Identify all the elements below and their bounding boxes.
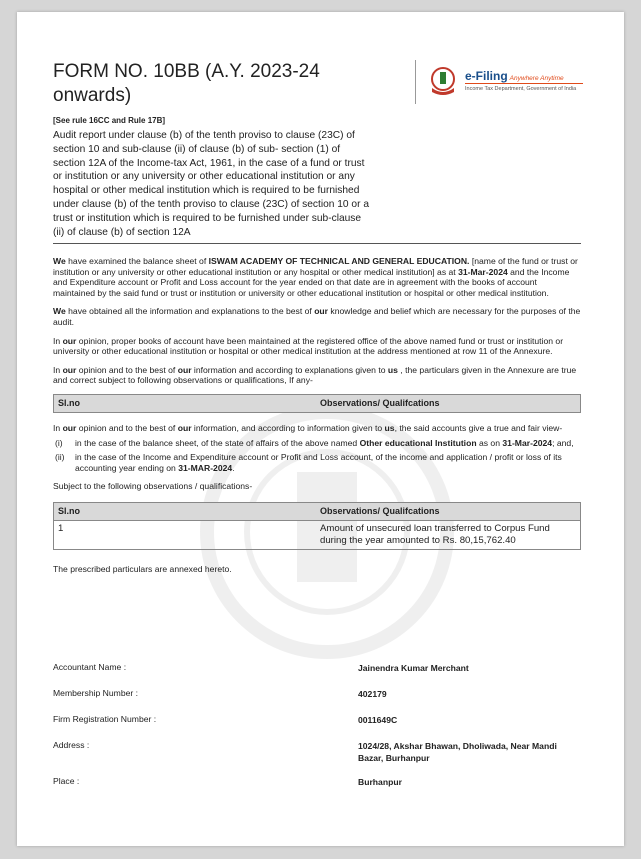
- text-span: have examined the balance sheet of: [65, 256, 209, 266]
- place-value: Burhanpur: [358, 777, 402, 787]
- accountant-label: Accountant Name :: [53, 662, 127, 672]
- row-observation: Amount of unsecured loan transferred to Corpus Fund during the year amounted to Rs. 80,15,762.40: [320, 522, 550, 547]
- logo-bar: [465, 83, 583, 84]
- firm-value: 0011649C: [358, 715, 398, 725]
- text-span: In: [53, 422, 63, 433]
- our-text: our: [177, 422, 192, 433]
- list-item: [53, 438, 581, 449]
- detail-row-accountant: [53, 662, 581, 688]
- detail-row-place: [53, 776, 581, 802]
- accountant-details: [53, 662, 581, 802]
- text-span: as on: [476, 437, 503, 448]
- efiling-logo: [425, 64, 595, 104]
- text-span: have obtained all the information and explanations to the best of: [65, 306, 315, 317]
- list-item: [53, 452, 581, 473]
- row-slno: 1: [58, 522, 64, 534]
- institution-name: ISWAM ACADEMY OF TECHNICAL AND GENERAL EDUCATION.: [208, 256, 470, 266]
- logo-tagline: Anywhere Anytime: [509, 75, 564, 82]
- we-text: We: [53, 256, 66, 266]
- text-span: and the Income and Expenditure account or Profit and Loss account for the year ended on that date are in agreement with the books of account maintained by the said fund or trust or institution or university or other educational institution or hospital or other medical institution.: [53, 266, 570, 298]
- our-text: our: [62, 422, 77, 433]
- membership-label: Membership Number :: [53, 688, 139, 698]
- text-span: In: [53, 364, 63, 375]
- text-span: ; and,: [552, 437, 574, 448]
- firm-label: Firm Registration Number :: [53, 714, 157, 724]
- us-text: us: [384, 422, 395, 433]
- qualifications-table: [53, 502, 581, 550]
- rule-reference: [See rule 16CC and Rule 17B]: [53, 116, 166, 125]
- year-end-date: 31-MAR-2024: [178, 462, 233, 473]
- header-divider: [415, 60, 416, 104]
- text-span: information and according to explanations given to: [191, 364, 388, 375]
- column-header-observations: Observations/ Qualifcations: [320, 397, 440, 408]
- qualifications-table-header: [54, 503, 580, 521]
- institution-type: Other educational Institution: [359, 437, 477, 448]
- our-text: our: [177, 364, 192, 375]
- subject-line: Subject to the following observations / qualifications-: [53, 481, 253, 492]
- text-span: opinion and to the best of: [76, 422, 178, 433]
- address-label: Address :: [53, 740, 90, 750]
- form-header: [53, 60, 383, 239]
- emblem-icon: [429, 66, 457, 96]
- text-span: in the case of the balance sheet, of the state of affairs of the above named: [75, 437, 360, 448]
- text-span: knowledge and belief which are necessary for the purposes of the audit.: [53, 306, 581, 327]
- logo-brand-text: e-Filing: [465, 69, 508, 83]
- list-number: (i): [55, 437, 63, 448]
- text-span: In: [53, 335, 63, 346]
- text-span: opinion and to the best of: [76, 364, 178, 375]
- column-header-slno: Sl.no: [58, 505, 80, 516]
- page-title: FORM NO. 10BB (A.Y. 2023-24 onwards): [53, 61, 320, 106]
- header-rule: [53, 243, 581, 244]
- observations-table-header: [53, 394, 581, 413]
- form-description: Audit report under clause (b) of the tenth proviso to clause (23C) of section 10 and sub-clause (ii) of clause (b) of sub- section (1) of section 12A of the Income-tax Act, 1961, in the case of a fund or trust or institution or any university or other educational institution or any hospital or other medical institution which is required to be furnished under clause (b) of the tenth proviso to clause (23C) of section 10 or a trust or institution which is required to be furnished under sub-clause (ii) of clause (b) of section 12A: [53, 130, 369, 238]
- paragraph-particulars: [53, 365, 581, 386]
- detail-row-membership: [53, 688, 581, 714]
- true-fair-list: [53, 438, 581, 474]
- paragraph-examined: [53, 256, 581, 298]
- text-span: opinion, proper books of account have been maintained at the registered office of the above named fund or trust or institution or university or other educational institution or hospital or other medical institution at the address mentioned at row 11 of the Annexure.: [53, 335, 564, 357]
- our-text: our: [314, 306, 329, 317]
- place-label: Place :: [53, 776, 80, 786]
- we-text: We: [53, 306, 66, 317]
- text-span: , the said accounts give a true and fair view-: [394, 422, 563, 433]
- detail-row-address: [53, 740, 581, 776]
- text-span: , the particulars given in the Annexure are true and correct subject to following observations or qualifications, If any-: [53, 364, 577, 386]
- logo-department: Income Tax Department, Government of India: [465, 86, 577, 92]
- detail-row-firm: [53, 714, 581, 740]
- text-span: [name of the fund or trust or institution or any university or other educational institution or any hospital or other medical institution] as at: [53, 256, 578, 277]
- text-span: .: [232, 462, 235, 473]
- document-page: [17, 12, 624, 846]
- list-number: (ii): [55, 452, 65, 463]
- text-span: in the case of the Income and Expenditure account or Profit and Loss account, of the income and application / profit or loss of its accounting year ending on: [75, 452, 562, 473]
- address-value: 1024/28, Akshar Bhawan, Dholiwada, Near Mandi Bazar, Burhanpur: [358, 741, 557, 763]
- column-header-slno: Sl.no: [58, 397, 80, 408]
- column-header-observations: Observations/ Qualifcations: [320, 505, 440, 516]
- logo-brand: [465, 69, 564, 83]
- membership-value: 402179: [358, 689, 387, 699]
- report-body: [53, 256, 581, 583]
- balance-date: 31-Mar-2024: [458, 266, 508, 277]
- balance-date: 31-Mar-2024: [502, 437, 553, 448]
- text-span: information, and according to information given to: [191, 422, 385, 433]
- annexed-line: The prescribed particulars are annexed hereto.: [53, 563, 232, 574]
- accountant-value: Jainendra Kumar Merchant: [358, 663, 469, 673]
- paragraph-information: [53, 306, 581, 327]
- paragraph-books: [53, 336, 581, 357]
- our-text: our: [62, 364, 77, 375]
- us-text: us: [387, 364, 398, 375]
- table-row: [54, 521, 580, 549]
- our-text: our: [62, 335, 77, 346]
- paragraph-true-fair: [53, 423, 581, 434]
